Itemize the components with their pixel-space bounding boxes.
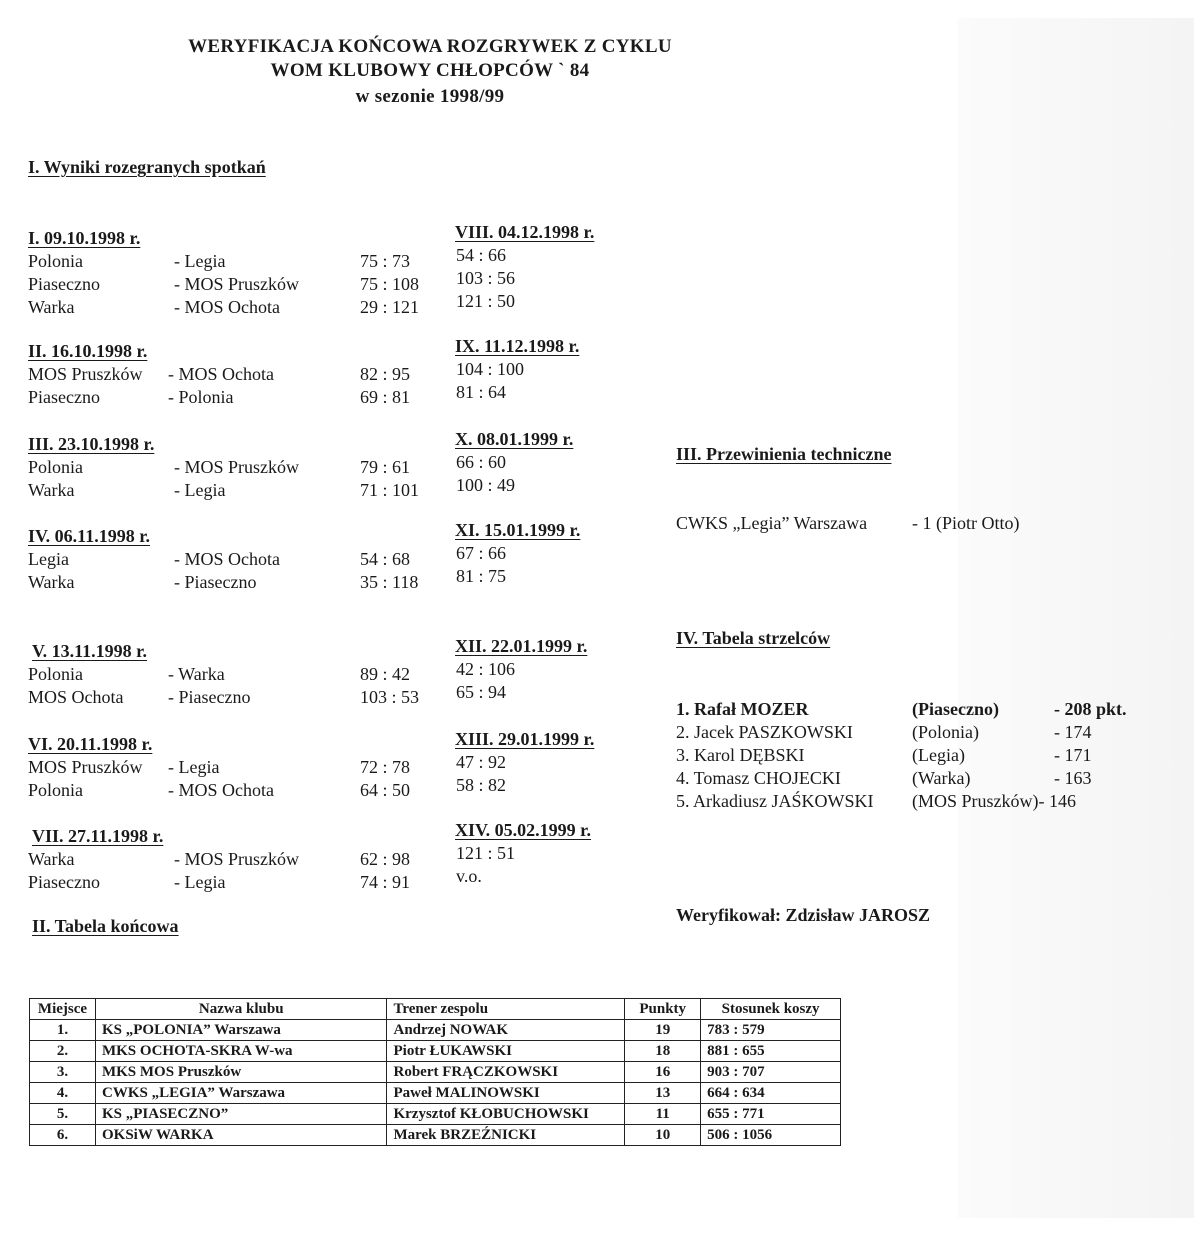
match-score: 89 : 42 [360, 664, 411, 684]
match-score: 82 : 95 [360, 364, 411, 384]
match-score: 75 : 73 [360, 251, 411, 271]
club-cell: KS „PIASECZNO” [95, 1104, 387, 1125]
round-label: II. 16.10.1998 r. [28, 341, 148, 361]
return-match-score: 121 : 50 [456, 291, 516, 311]
scorer-name: 3. Karol DĘBSKI [676, 745, 805, 765]
table-row [30, 1041, 841, 1062]
points-cell: 13 [625, 1083, 701, 1104]
coach-cell: Krzysztof KŁOBUCHOWSKI [387, 1104, 625, 1125]
match-score: 74 : 91 [360, 872, 411, 892]
coach-cell: Piotr ŁUKAWSKI [387, 1041, 625, 1062]
scorer-points: - 171 [1054, 745, 1092, 765]
place-cell: 5. [30, 1104, 96, 1125]
match-away-team: - Legia [168, 757, 220, 777]
final-standings-table [29, 998, 841, 1146]
match-away-team: - Legia [174, 251, 226, 271]
points-cell: 11 [625, 1104, 701, 1125]
match-home-team: Polonia [28, 251, 84, 271]
match-score: 62 : 98 [360, 849, 411, 869]
doc-title-line2: WOM KLUBOWY CHŁOPCÓW ` 84 [270, 60, 590, 81]
club-cell: MKS MOS Pruszków [95, 1062, 387, 1083]
col-header-place: Miejsce [30, 999, 96, 1020]
round-label: I. 09.10.1998 r. [28, 228, 141, 248]
return-match-score: 121 : 51 [456, 843, 516, 863]
round-label: VII. 27.11.1998 r. [32, 826, 164, 846]
match-home-team: MOS Ochota [28, 687, 124, 707]
points-cell: 10 [625, 1125, 701, 1146]
return-round-label: XII. 22.01.1999 r. [455, 636, 588, 656]
match-score: 54 : 68 [360, 549, 411, 569]
coach-cell: Marek BRZEŹNICKI [387, 1125, 625, 1146]
scorer-name: 5. Arkadiusz JAŚKOWSKI [676, 791, 874, 811]
basket-ratio-cell: 881 : 655 [701, 1041, 841, 1062]
match-score: 35 : 118 [360, 572, 419, 592]
return-round-label: VIII. 04.12.1998 r. [455, 222, 595, 242]
match-score: 103 : 53 [360, 687, 420, 707]
round-label: IV. 06.11.1998 r. [28, 526, 151, 546]
match-away-team: - Legia [174, 872, 226, 892]
return-round-label: XIV. 05.02.1999 r. [455, 820, 592, 840]
return-round-label: XIII. 29.01.1999 r. [455, 729, 595, 749]
match-away-team: - MOS Ochota [174, 549, 280, 569]
match-score: 71 : 101 [360, 480, 420, 500]
verified-by-signature: Weryfikował: Zdzisław JAROSZ [676, 905, 931, 925]
match-away-team: - MOS Ochota [174, 297, 280, 317]
match-home-team: Polonia [28, 664, 84, 684]
return-match-score: v.o. [456, 866, 482, 886]
match-score: 72 : 78 [360, 757, 411, 777]
coach-cell: Robert FRĄCZKOWSKI [387, 1062, 625, 1083]
points-cell: 19 [625, 1020, 701, 1041]
col-header-basket-ratio: Stosunek koszy [701, 999, 841, 1020]
table-row [30, 1083, 841, 1104]
club-cell: CWKS „LEGIA” Warszawa [95, 1083, 387, 1104]
match-away-team: - MOS Pruszków [174, 849, 300, 869]
match-home-team: Polonia [28, 457, 84, 477]
club-cell: OKSiW WARKA [95, 1125, 387, 1146]
return-round-label: XI. 15.01.1999 r. [455, 520, 581, 540]
match-away-team: - MOS Pruszków [174, 457, 300, 477]
return-round-label: IX. 11.12.1998 r. [455, 336, 580, 356]
basket-ratio-cell: 903 : 707 [701, 1062, 841, 1083]
return-match-score: 103 : 56 [456, 268, 516, 288]
match-home-team: Warka [28, 849, 75, 869]
place-cell: 4. [30, 1083, 96, 1104]
points-cell: 16 [625, 1062, 701, 1083]
coach-cell: Paweł MALINOWSKI [387, 1083, 625, 1104]
scorer-club: (Legia) [912, 745, 965, 765]
match-away-team: - MOS Ochota [168, 780, 274, 800]
scorer-name: 2. Jacek PASZKOWSKI [676, 722, 853, 742]
return-match-score: 58 : 82 [456, 775, 507, 795]
section-results-title: I. Wyniki rozegranych spotkań [28, 157, 266, 177]
table-row [30, 1104, 841, 1125]
section-scorers-title: IV. Tabela strzelców [676, 628, 831, 648]
match-home-team: MOS Pruszków [28, 757, 143, 777]
round-label: III. 23.10.1998 r. [28, 434, 155, 454]
match-home-team: Warka [28, 480, 75, 500]
return-match-score: 47 : 92 [456, 752, 507, 772]
match-score: 69 : 81 [360, 387, 411, 407]
scorer-club: (Piaseczno) [912, 699, 999, 719]
table-row [30, 1062, 841, 1083]
match-away-team: - Legia [174, 480, 226, 500]
coach-cell: Andrzej NOWAK [387, 1020, 625, 1041]
return-match-score: 66 : 60 [456, 452, 507, 472]
match-away-team: - Warka [168, 664, 225, 684]
scorer-points: - 163 [1054, 768, 1092, 788]
round-label: VI. 20.11.1998 r. [28, 734, 153, 754]
scorer-club: (Warka) [912, 768, 971, 788]
basket-ratio-cell: 664 : 634 [701, 1083, 841, 1104]
match-score: 29 : 121 [360, 297, 420, 317]
col-header-coach: Trener zespolu [387, 999, 625, 1020]
basket-ratio-cell: 783 : 579 [701, 1020, 841, 1041]
technical-foul-team: CWKS „Legia” Warszawa [676, 513, 868, 533]
scorer-points: - 208 pkt. [1054, 699, 1127, 719]
scorer-name: 1. Rafał MOZER [676, 699, 809, 719]
basket-ratio-cell: 506 : 1056 [701, 1125, 841, 1146]
doc-title-line1: WERYFIKACJA KOŃCOWA ROZGRYWEK Z CYKLU [188, 36, 672, 57]
match-home-team: Piaseczno [28, 872, 100, 892]
match-away-team: - Piaseczno [174, 572, 257, 592]
scorer-club: (MOS Pruszków)- 146 [912, 791, 1076, 811]
club-cell: MKS OCHOTA-SKRA W-wa [95, 1041, 387, 1062]
match-score: 64 : 50 [360, 780, 411, 800]
scorer-points: - 174 [1054, 722, 1092, 742]
match-away-team: - MOS Pruszków [174, 274, 300, 294]
basket-ratio-cell: 655 : 771 [701, 1104, 841, 1125]
match-home-team: Piaseczno [28, 274, 100, 294]
match-home-team: Polonia [28, 780, 84, 800]
return-round-label: X. 08.01.1999 r. [455, 429, 574, 449]
return-match-score: 42 : 106 [456, 659, 516, 679]
section-final-table-title: II. Tabela końcowa [32, 916, 179, 936]
place-cell: 2. [30, 1041, 96, 1062]
match-home-team: Legia [28, 549, 69, 569]
col-header-points: Punkty [625, 999, 701, 1020]
place-cell: 6. [30, 1125, 96, 1146]
col-header-club: Nazwa klubu [95, 999, 387, 1020]
match-score: 75 : 108 [360, 274, 420, 294]
return-match-score: 65 : 94 [456, 682, 507, 702]
round-label: V. 13.11.1998 r. [32, 641, 148, 661]
club-cell: KS „POLONIA” Warszawa [95, 1020, 387, 1041]
scorer-club: (Polonia) [912, 722, 979, 742]
match-home-team: Warka [28, 297, 75, 317]
table-header-row [30, 999, 841, 1020]
place-cell: 1. [30, 1020, 96, 1041]
section-technical-fouls-title: III. Przewinienia techniczne [676, 444, 892, 464]
doc-title-line3: w sezonie 1998/99 [355, 86, 505, 107]
return-match-score: 67 : 66 [456, 543, 507, 563]
technical-foul-count: - 1 (Piotr Otto) [912, 513, 1020, 533]
scanned-page-edge [958, 18, 1194, 1218]
return-match-score: 81 : 64 [456, 382, 507, 402]
place-cell: 3. [30, 1062, 96, 1083]
return-match-score: 100 : 49 [456, 475, 516, 495]
match-away-team: - MOS Ochota [168, 364, 274, 384]
table-row [30, 1020, 841, 1041]
match-away-team: - Piaseczno [168, 687, 251, 707]
match-home-team: Warka [28, 572, 75, 592]
match-home-team: Piaseczno [28, 387, 100, 407]
points-cell: 18 [625, 1041, 701, 1062]
match-score: 79 : 61 [360, 457, 411, 477]
return-match-score: 54 : 66 [456, 245, 507, 265]
scorer-name: 4. Tomasz CHOJECKI [676, 768, 841, 788]
match-home-team: MOS Pruszków [28, 364, 143, 384]
return-match-score: 104 : 100 [456, 359, 525, 379]
table-row [30, 1125, 841, 1146]
return-match-score: 81 : 75 [456, 566, 507, 586]
match-away-team: - Polonia [168, 387, 234, 407]
